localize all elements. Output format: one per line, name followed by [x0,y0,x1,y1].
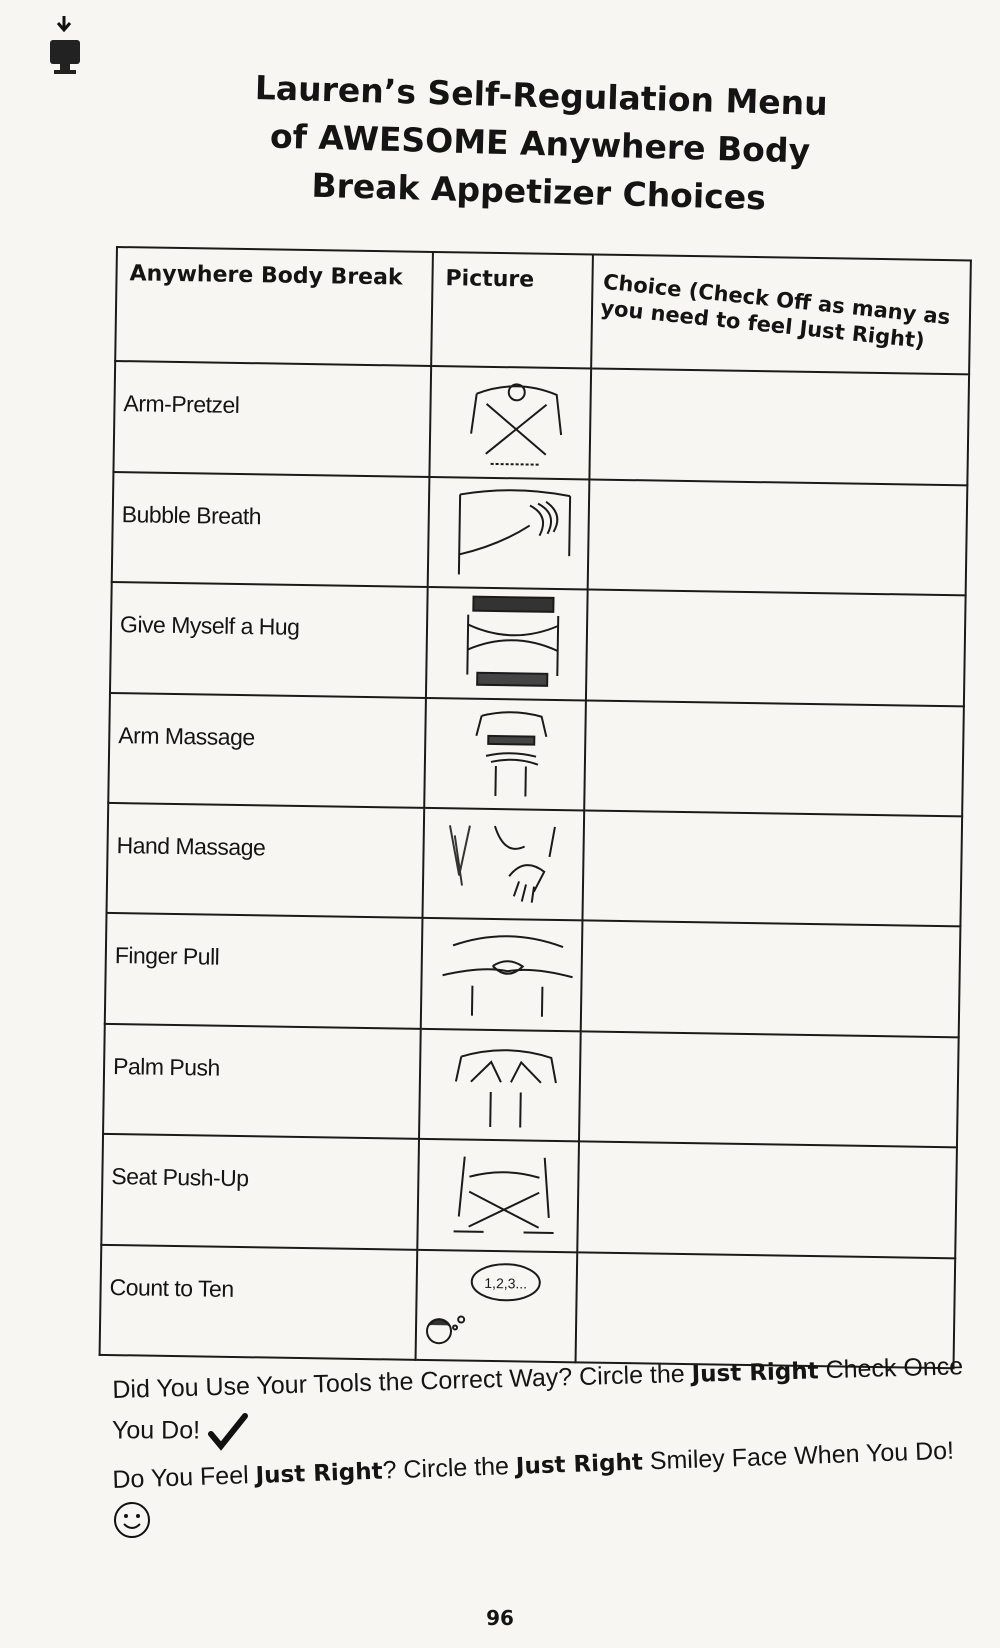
page-number: 96 [486,1606,514,1630]
break-name: Palm Push [112,1052,221,1081]
bubble-text: 1,2,3... [484,1274,528,1292]
table-row [110,582,966,706]
arm-massage-icon [425,705,596,802]
break-name: Arm Massage [118,721,255,750]
page-title [198,63,882,226]
break-name-cell [105,913,423,1028]
palm-push-icon [420,1036,591,1133]
break-name-cell [100,1244,418,1359]
footer-line-1: Did You Use Your Tools the Correct Way? Circle the Just Right Check Once [112,1352,964,1404]
header-picture: Picture [431,252,593,369]
choice-cell[interactable] [582,810,962,926]
title-line-1: Lauren’s Self-Regulation Menu [254,68,829,124]
table-row [101,1134,957,1258]
picture-cell [421,918,583,1031]
break-name-cell [101,1134,419,1249]
hug-icon [427,594,598,691]
table-row [112,472,968,596]
seat-push-up-icon [418,1146,589,1243]
break-name-cell [108,693,426,808]
picture-cell [428,477,590,590]
footer-line-2: Do You Feel Just Right? Circle the Just Right Smiley Face When You Do! [112,1436,955,1494]
bubble-breath-icon [429,484,600,581]
choice-cell[interactable] [584,700,964,816]
title-line-3: Break Appetizer Choices [311,165,767,218]
footer-line-1b: You Do! [112,1412,249,1452]
break-name: Hand Massage [116,832,266,861]
picture-cell [426,587,588,700]
break-name: Finger Pull [114,942,220,971]
header-break: Anywhere Body Break [115,247,433,366]
table-row [105,913,961,1037]
smiley-face-icon[interactable] [112,1500,152,1540]
break-name: Arm-Pretzel [123,390,240,419]
arm-pretzel-icon [431,373,602,470]
break-name-cell [103,1024,421,1139]
table-row [108,693,964,817]
choice-cell[interactable] [588,479,968,595]
header-choice: Choice (Check Off as many as you need to feel Just Right) [591,254,971,374]
table-row [113,361,969,485]
choice-cell[interactable] [589,369,969,485]
picture-cell [422,808,584,921]
check-mark-icon[interactable] [207,1412,249,1452]
picture-cell [416,1249,578,1362]
table-row [100,1244,956,1368]
picture-cell [424,698,586,811]
table-row [107,803,963,927]
count-to-ten-icon [417,1256,588,1353]
break-name-cell [113,361,431,476]
break-name: Seat Push-Up [111,1163,249,1192]
break-name-cell [110,582,428,697]
picture-cell [419,1029,581,1142]
choice-cell[interactable] [577,1142,957,1258]
picture-cell [417,1139,579,1252]
break-name: Count to Ten [109,1273,234,1302]
break-name-cell [107,803,425,918]
choice-cell[interactable] [579,1031,959,1147]
body-break-table [99,246,972,1369]
break-name: Bubble Breath [121,500,262,530]
hand-massage-icon [424,815,595,912]
title-line-2: of AWESOME Anywhere Body [269,116,811,171]
choice-cell[interactable] [586,590,966,706]
table-header-row [115,247,971,375]
computer-icon [44,12,96,92]
break-name: Give Myself a Hug [119,611,300,641]
table-row [103,1024,959,1148]
choice-cell[interactable] [576,1252,956,1368]
break-name-cell [112,472,430,587]
choice-cell[interactable] [581,921,961,1037]
finger-pull-icon [422,925,593,1022]
picture-cell [429,366,591,479]
